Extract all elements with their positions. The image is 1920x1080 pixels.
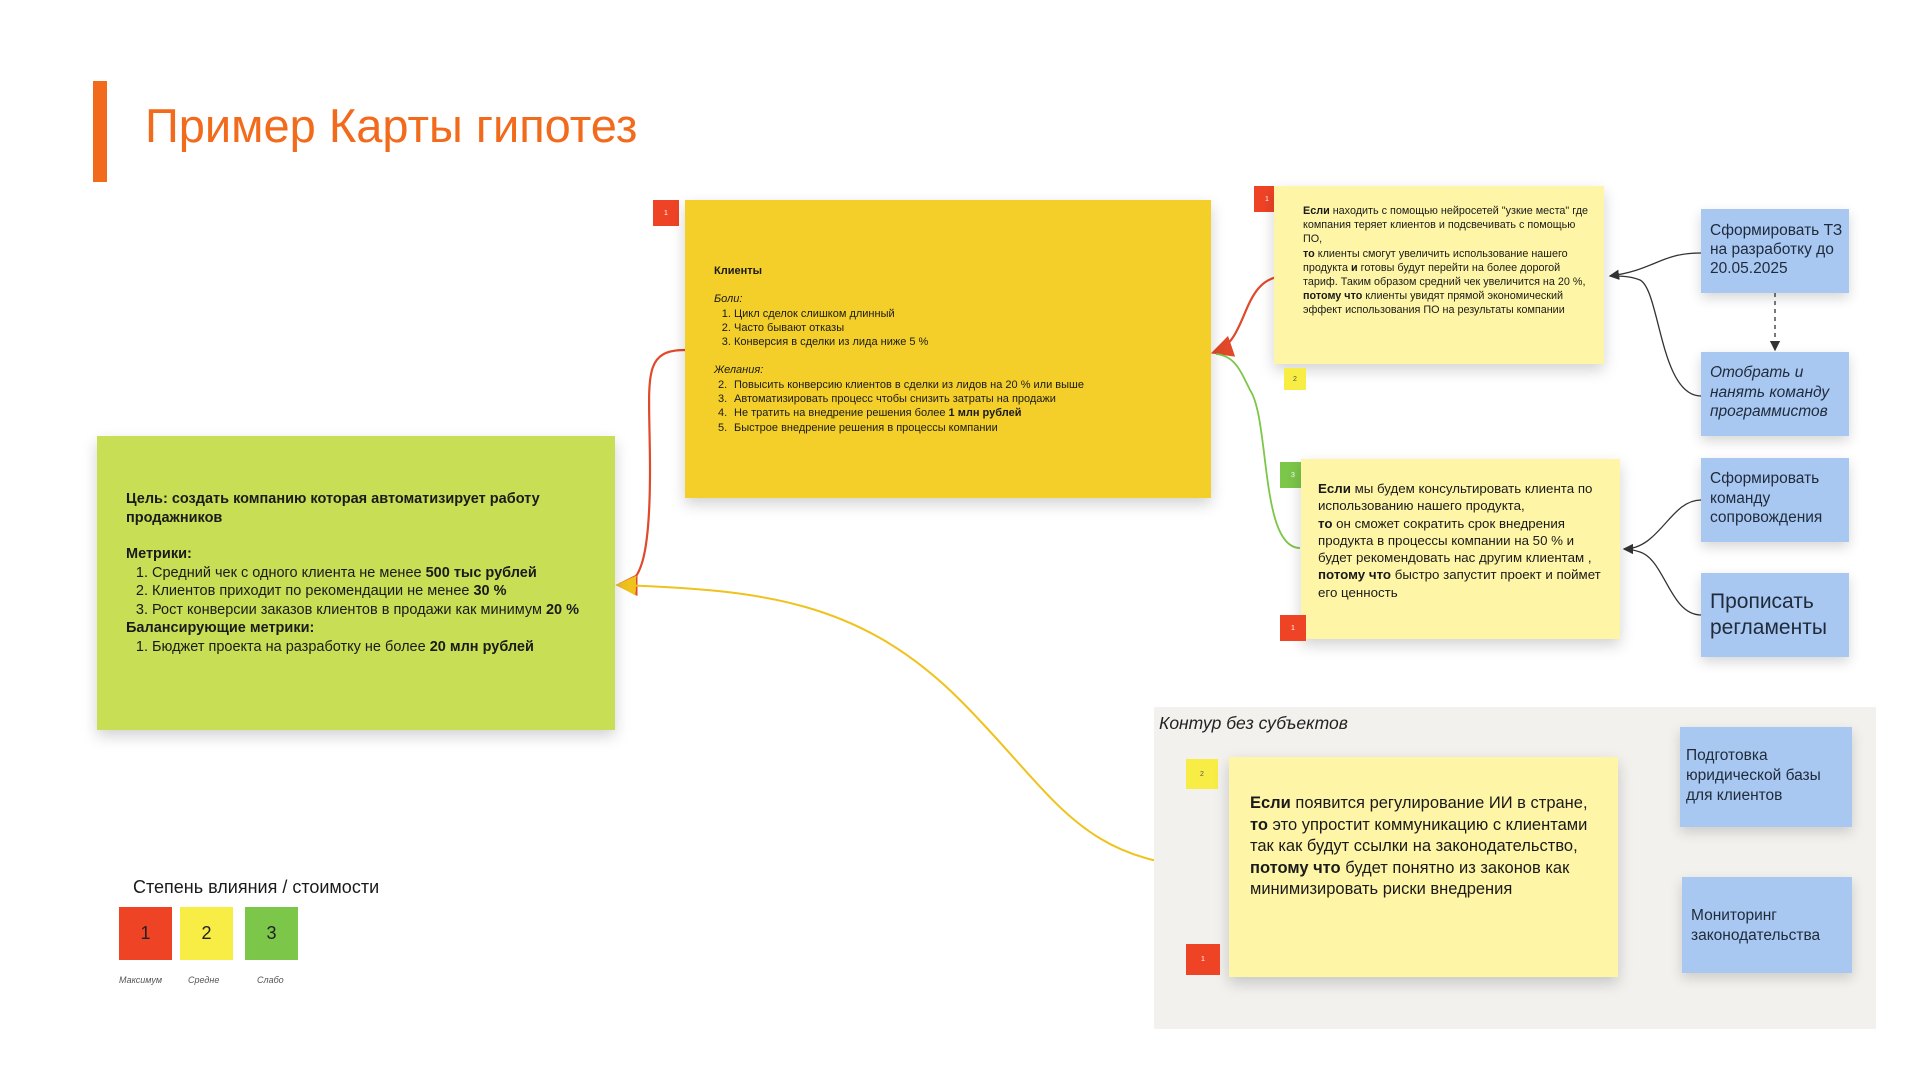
hypothesis-text: Если появится регулирование ИИ в стране, то это упростит коммуникацию с клиентами так как будут ссылки на законодательство, потому что будет понятно из законов как минимизировать риски внедрения bbox=[1250, 794, 1588, 898]
pains-list bbox=[714, 307, 1194, 350]
wish-item: 4. Не тратить на внедрение решения более 1 млн рублей bbox=[718, 407, 1022, 420]
metric-item: 2. Клиентов приходит по рекомендации не менее 30 % bbox=[152, 582, 596, 601]
legend-swatch-weak: 3 bbox=[245, 907, 298, 960]
wish-item: 5. Быстрое внедрение решения в процессы компании bbox=[718, 421, 998, 434]
balancing-label: Балансирующие метрики: bbox=[126, 620, 315, 636]
metric-item: 3. Рост конверсии заказов клиентов в продажи как минимум 20 % bbox=[152, 601, 596, 620]
wish-item: 3. Автоматизировать процесс чтобы снизить затраты на продажи bbox=[718, 393, 1056, 406]
link-task4-to-hyp2 bbox=[1624, 549, 1701, 615]
page-title: Пример Карты гипотез bbox=[145, 99, 638, 152]
goal-note[interactable] bbox=[97, 436, 615, 730]
legend-caption: Средне bbox=[188, 975, 220, 985]
link-task1-to-hyp1 bbox=[1610, 253, 1701, 276]
legend-swatch-max: 1 bbox=[119, 907, 172, 960]
impact-marker: 1 bbox=[1186, 944, 1220, 975]
hypothesis-note-3[interactable] bbox=[1229, 757, 1618, 977]
pain-item: 2. Часто бывают отказы bbox=[734, 321, 1194, 335]
task-note-hire[interactable]: Отобрать и нанять команду программистов bbox=[1701, 352, 1849, 436]
contour-label: Контур без субъектов bbox=[1159, 713, 1348, 733]
legend-title: Степень влияния / стоимости bbox=[133, 877, 380, 897]
impact-marker: 2 bbox=[1284, 368, 1306, 390]
task-note-support-team[interactable]: Сформировать команду сопровождения bbox=[1701, 458, 1849, 542]
link-task2-to-hyp1 bbox=[1610, 276, 1701, 396]
pains-label: Боли: bbox=[714, 293, 743, 306]
hypothesis-text: Если находить с помощью нейросетей "узкие места" где компания теряет клиентов и подсвечивать с помощью ПО, то клиенты смогут увеличить использование нашего продукта и готовы будут перейти на более дорогой тариф. Таким образом средний чек увеличится на 20 %, потому что клиенты увидят прямой экономический эффект использования ПО на результаты компании bbox=[1303, 205, 1588, 317]
impact-marker: 1 bbox=[653, 200, 679, 226]
link-clients-to-goal bbox=[620, 350, 685, 585]
hypothesis-text: Если мы будем консультировать клиента по использованию нашего продукта, то он сможет сократить срок внедрения продукта в процессы компании на 50 % и будет рекомендовать нас другим клиентам , потому что быстро запустит проект и поймет его ценность bbox=[1318, 481, 1601, 600]
goal-heading: Цель: создать компанию которая автоматизирует работу продажников bbox=[126, 491, 540, 526]
task-note-regulations[interactable]: Прописать регламенты bbox=[1701, 573, 1849, 657]
balancing-item: 1. Бюджет проекта на разработку не более 20 млн рублей bbox=[152, 638, 596, 657]
clients-note[interactable] bbox=[685, 200, 1211, 498]
pain-item: 3. Конверсия в сделки из лида ниже 5 % bbox=[734, 335, 1194, 349]
impact-marker: 2 bbox=[1186, 759, 1218, 789]
wishes-label: Желания: bbox=[714, 364, 764, 377]
legend-swatch-medium: 2 bbox=[180, 907, 233, 960]
balancing-list bbox=[126, 638, 596, 657]
pain-item: 1. Цикл сделок слишком длинный bbox=[734, 307, 1194, 321]
impact-marker: 1 bbox=[1254, 186, 1280, 212]
metrics-list bbox=[126, 564, 596, 620]
metrics-label: Метрики: bbox=[126, 546, 192, 562]
link-hyp3-to-goal bbox=[620, 585, 1229, 868]
impact-marker: 1 bbox=[1280, 615, 1306, 641]
legend-caption: Слабо bbox=[257, 975, 284, 985]
task-note-monitoring[interactable]: Мониторинг законодательства bbox=[1682, 877, 1852, 973]
title-accent-bar bbox=[93, 81, 107, 182]
legend-caption: Максимум bbox=[119, 975, 162, 985]
impact-marker: 3 bbox=[1280, 462, 1306, 488]
task-note-legal-base[interactable]: Подготовка юридической базы для клиентов bbox=[1680, 727, 1852, 827]
hypothesis-note-2[interactable] bbox=[1301, 459, 1620, 639]
link-task3-to-hyp2 bbox=[1624, 500, 1701, 549]
clients-title: Клиенты bbox=[714, 265, 763, 277]
task-note-tz[interactable]: Сформировать ТЗ на разработку до 20.05.2025 bbox=[1701, 209, 1849, 293]
metric-item: 1. Средний чек с одного клиента не менее 500 тыс рублей bbox=[152, 564, 596, 583]
hypothesis-note-1[interactable] bbox=[1274, 186, 1604, 364]
wish-item: 2. Повысить конверсию клиентов в сделки из лидов на 20 % или выше bbox=[718, 378, 1084, 391]
